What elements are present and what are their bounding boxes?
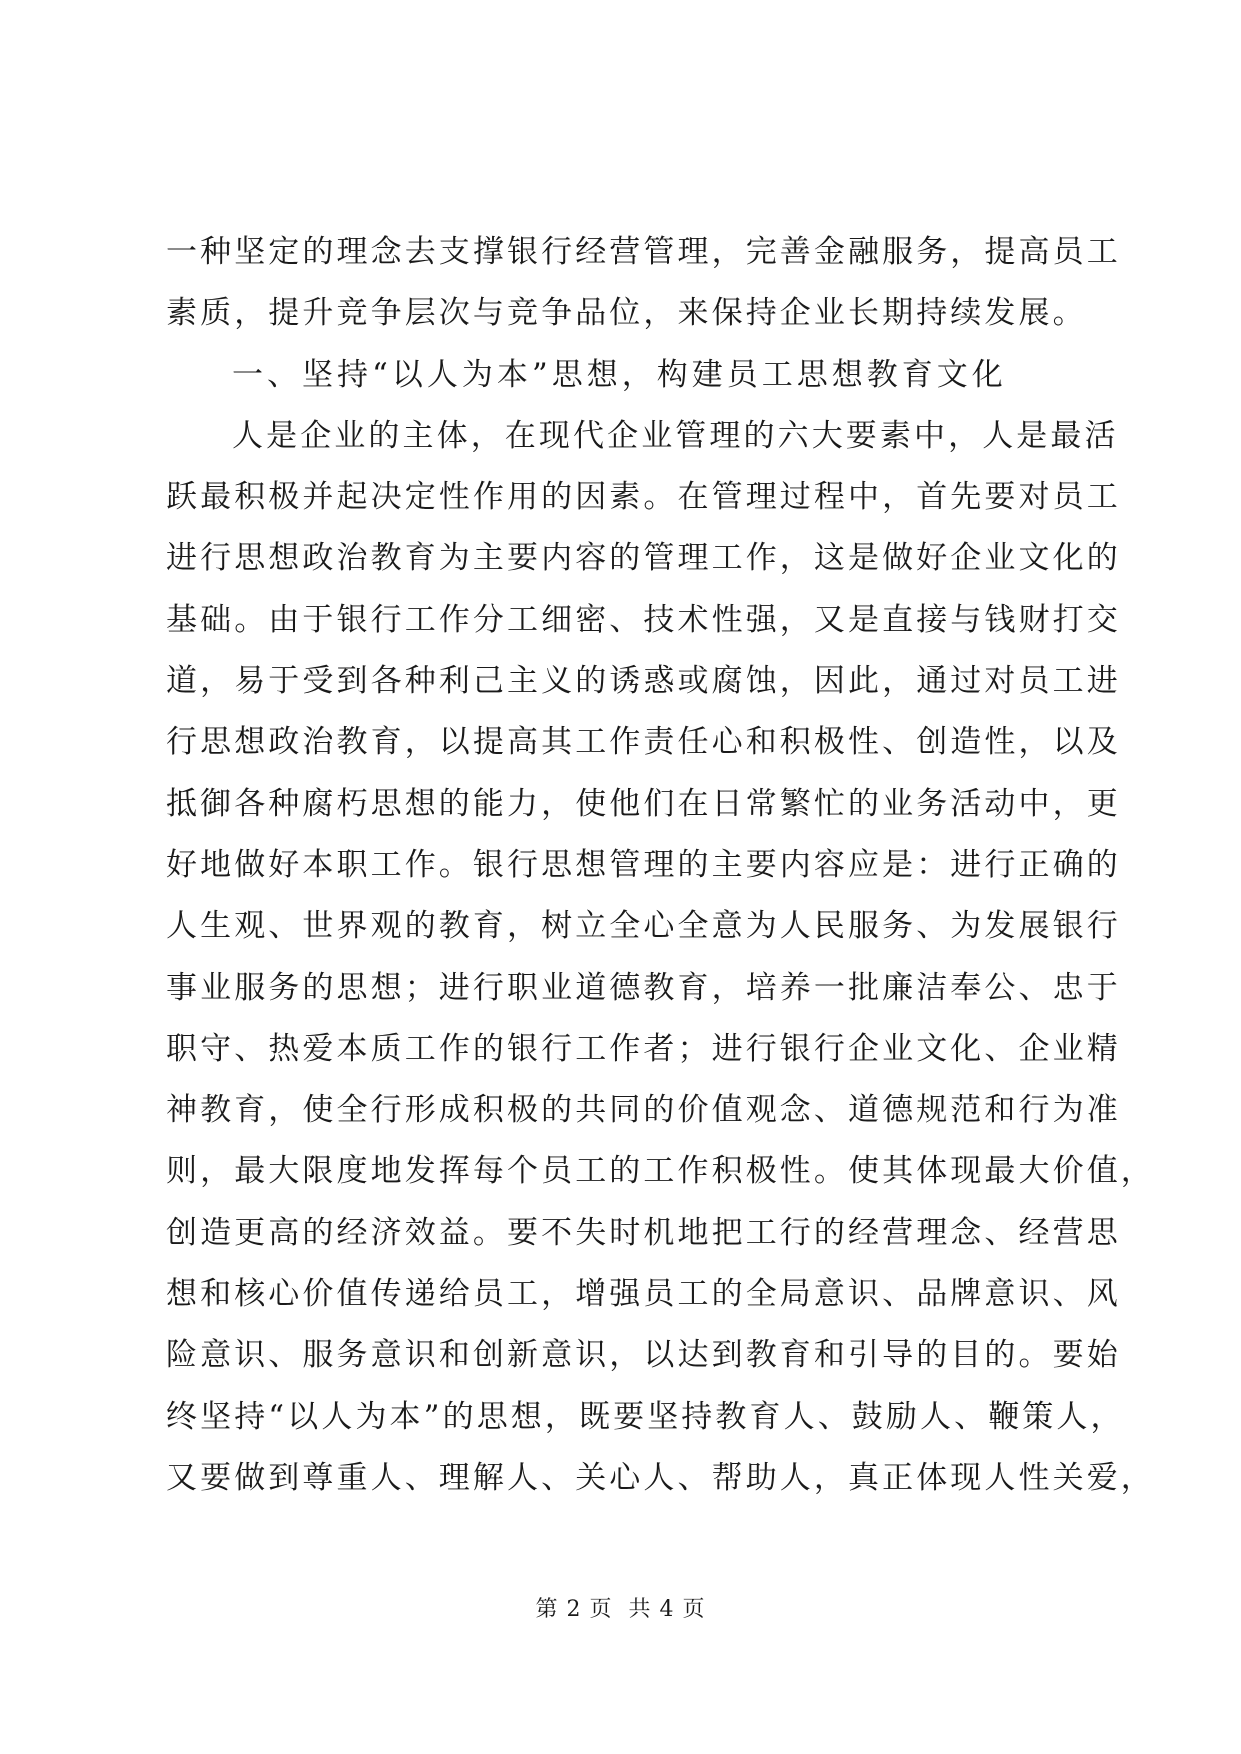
text-line: 行思想政治教育，以提高其工作责任心和积极性、创造性，以及 <box>166 724 1121 761</box>
page-number: 第 2 页 <box>535 1597 613 1622</box>
text-line: 又要做到尊重人、理解人、关心人、帮助人，真正体现人性关爱， <box>166 1459 1155 1496</box>
text-line: 创造更高的经济效益。要不失时机地把工行的经营理念、经营思 <box>166 1214 1121 1251</box>
text-line: 终坚持“以人为本”的思想，既要坚持教育人、鼓励人、鞭策人， <box>166 1398 1125 1435</box>
text-line: 则，最大限度地发挥每个员工的工作积极性。使其体现最大价值， <box>166 1153 1155 1190</box>
text-line: 职守、热爱本质工作的银行工作者；进行银行企业文化、企业精 <box>166 1030 1121 1067</box>
section-heading: 一、坚持“以人为本”思想，构建员工思想教育文化 <box>232 356 1007 393</box>
text-line: 想和核心价值传递给员工，增强员工的全局意识、品牌意识、风 <box>166 1276 1121 1313</box>
text-line: 事业服务的思想；进行职业道德教育，培养一批廉洁奉公、忠于 <box>166 969 1121 1006</box>
text-line: 人是企业的主体，在现代企业管理的六大要素中，人是最活 <box>232 417 1119 454</box>
text-line: 险意识、服务意识和创新意识，以达到教育和引导的目的。要始 <box>166 1337 1121 1374</box>
text-line: 抵御各种腐朽思想的能力，使他们在日常繁忙的业务活动中，更 <box>166 785 1121 822</box>
text-line: 基础。由于银行工作分工细密、技术性强，又是直接与钱财打交 <box>166 601 1121 638</box>
document-body <box>166 222 1155 1509</box>
total-pages: 共 4 页 <box>628 1597 706 1622</box>
text-line: 跃最积极并起决定性作用的因素。在管理过程中，首先要对员工 <box>166 479 1121 516</box>
page-footer <box>0 1592 1241 1623</box>
text-line: 人生观、世界观的教育，树立全心全意为人民服务、为发展银行 <box>166 908 1121 945</box>
text-line: 一种坚定的理念去支撑银行经营管理，完善金融服务，提高员工 <box>166 234 1121 270</box>
text-line: 进行思想政治教育为主要内容的管理工作，这是做好企业文化的 <box>166 540 1121 577</box>
text-line: 神教育，使全行形成积极的共同的价值观念、道德规范和行为准 <box>166 1092 1121 1129</box>
text-line: 好地做好本职工作。银行思想管理的主要内容应是：进行正确的 <box>166 846 1121 883</box>
text-line: 道，易于受到各种利己主义的诱惑或腐蚀，因此，通过对员工进 <box>166 663 1121 700</box>
text-line: 素质，提升竞争层次与竞争品位，来保持企业长期持续发展。 <box>166 295 1087 332</box>
